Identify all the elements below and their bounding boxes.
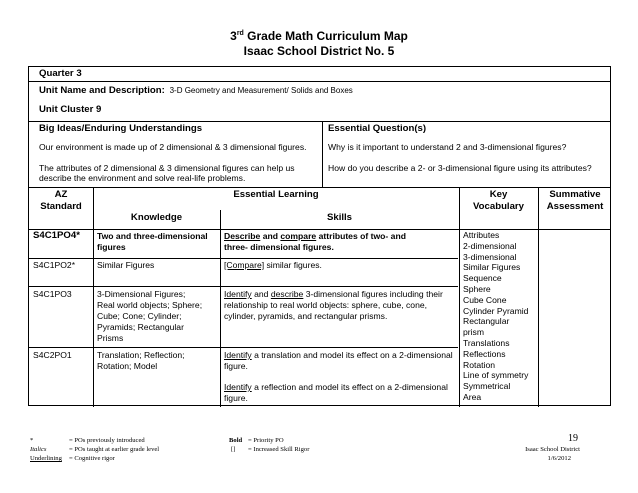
legend-text: = POs taught at earlier grade level: [69, 446, 160, 453]
divider: [322, 121, 323, 187]
skill-text: Identify a translation and model its effect on a 2-dimensional: [224, 350, 453, 360]
unit-value: 3-D Geometry and Measurement/ Solids and Boxes: [169, 86, 353, 95]
cluster-label: Unit Cluster 9: [39, 104, 102, 115]
legend-text: = Priority PO: [248, 437, 284, 444]
assessment-header: Assessment: [546, 201, 604, 212]
knowledge-text: Real world objects; Sphere;: [97, 300, 203, 310]
knowledge-text: 3-Dimensional Figures;: [97, 289, 186, 299]
vocabulary-term: Cylinder Pyramid: [463, 305, 529, 316]
legend-symbol: Bold: [229, 437, 243, 444]
vocabulary-term: Similar Figures: [463, 262, 521, 273]
az-header: AZ: [54, 189, 68, 200]
standard-code: S4C1PO3: [33, 289, 72, 299]
divider: [220, 210, 221, 407]
vocabulary-term: Translations: [463, 337, 510, 348]
divider: [29, 121, 610, 122]
knowledge-text: Translation; Reflection;: [97, 350, 185, 360]
vocabulary-term: Sphere: [463, 283, 491, 294]
big-idea-item: Our environment is made up of 2 dimensional & 3 dimensional figures.: [39, 142, 307, 152]
vocabulary-term: 2-dimensional: [463, 240, 517, 251]
legend-text: = Cognitive rigor: [69, 455, 115, 462]
legend-symbol: Underlining: [30, 455, 62, 462]
skill-text: figure.: [224, 393, 248, 403]
essential-questions-header: Essential Question(s): [328, 123, 427, 134]
legend-symbol: []: [231, 446, 236, 453]
knowledge-text: figures: [97, 242, 126, 252]
essential-learning-header: Essential Learning: [233, 189, 319, 200]
district-title: Isaac School District No. 5: [243, 44, 395, 58]
skill-text: Describe and compare attributes of two- and: [224, 231, 406, 241]
legend-text: = Increased Skill Rigor: [248, 446, 310, 453]
vocabulary-term: Symmetrical: [463, 381, 511, 392]
skill-text: Identify and describe 3-dimensional figures including their: [224, 289, 443, 299]
vocabulary-term: 3-dimensional: [463, 251, 517, 262]
divider: [29, 187, 610, 188]
divider: [538, 187, 539, 407]
curriculum-table: [28, 66, 611, 406]
vocabulary-list: [463, 230, 528, 403]
key-header: Key: [489, 189, 508, 200]
knowledge-text: Pyramids; Rectangular: [97, 322, 184, 332]
knowledge-text: Rotation; Model: [97, 361, 158, 371]
footer-district: Isaac School District: [525, 446, 580, 453]
knowledge-header: Knowledge: [130, 212, 183, 223]
standard-code: S4C1PO2*: [33, 260, 76, 270]
knowledge-text: Prisms: [97, 333, 124, 343]
divider: [459, 187, 460, 407]
knowledge-text: Cube; Cone; Cylinder;: [97, 311, 182, 321]
vocabulary-term: prism: [463, 327, 485, 338]
skill-text: Identify a reflection and model its effect on a 2-dimensional: [224, 382, 448, 392]
skill-text: relationship to real world objects: sphere, cube, cone,: [224, 300, 428, 310]
standard-code: S4C2PO1: [33, 350, 72, 360]
vocabulary-term: Cube Cone: [463, 294, 507, 305]
legend-symbol: *: [30, 437, 34, 444]
legend-symbol: Italics: [30, 446, 47, 453]
skill-text: three- dimensional figures.: [224, 242, 334, 252]
big-ideas-header: Big Ideas/Enduring Understandings: [39, 123, 203, 134]
knowledge-text: Two and three-dimensional: [97, 231, 208, 241]
vocabulary-term: Sequence: [463, 273, 502, 284]
vocabulary-header: Vocabulary: [472, 201, 524, 212]
summative-header: Summative: [549, 189, 601, 200]
vocabulary-term: Rotation: [463, 359, 496, 370]
quarter-label: Quarter 3: [39, 68, 82, 79]
essential-question-item: Why is it important to understand 2 and 3-dimensional figures?: [328, 142, 567, 152]
unit-row: [39, 85, 353, 97]
big-idea-item: The attributes of 2 dimensional & 3 dimensional figures can help us: [39, 163, 295, 173]
unit-label: Unit Name and Description:: [39, 85, 165, 96]
page-number: 19: [568, 433, 578, 444]
knowledge-text: Similar Figures: [97, 260, 155, 270]
skill-text: cylinder, pyramids, and rectangular prisms.: [224, 311, 388, 321]
skill-text: [Compare] similar figures.: [224, 260, 322, 270]
standard-header: Standard: [40, 201, 82, 212]
essential-question-item: How do you describe a 2- or 3-dimensional figure using its attributes?: [328, 163, 592, 173]
divider: [29, 81, 610, 82]
vocabulary-term: Rectangular: [463, 316, 510, 327]
vocabulary-term: Attributes: [463, 230, 500, 240]
vocabulary-term: Line of symmetry: [463, 370, 529, 381]
vocabulary-term: Area: [463, 391, 482, 402]
standard-code: S4C1PO4*: [33, 230, 80, 241]
skill-text: figure.: [224, 361, 248, 371]
skills-header: Skills: [326, 212, 353, 223]
legend-text: = POs previously introduced: [69, 437, 145, 444]
divider: [93, 210, 94, 407]
footer-date: 1/6/2012: [547, 455, 571, 462]
page-title: 3rd Grade Math Curriculum Map: [230, 29, 408, 43]
vocabulary-term: Reflections: [463, 348, 506, 359]
big-idea-item: describe the environment and solve real-life problems.: [39, 173, 246, 183]
